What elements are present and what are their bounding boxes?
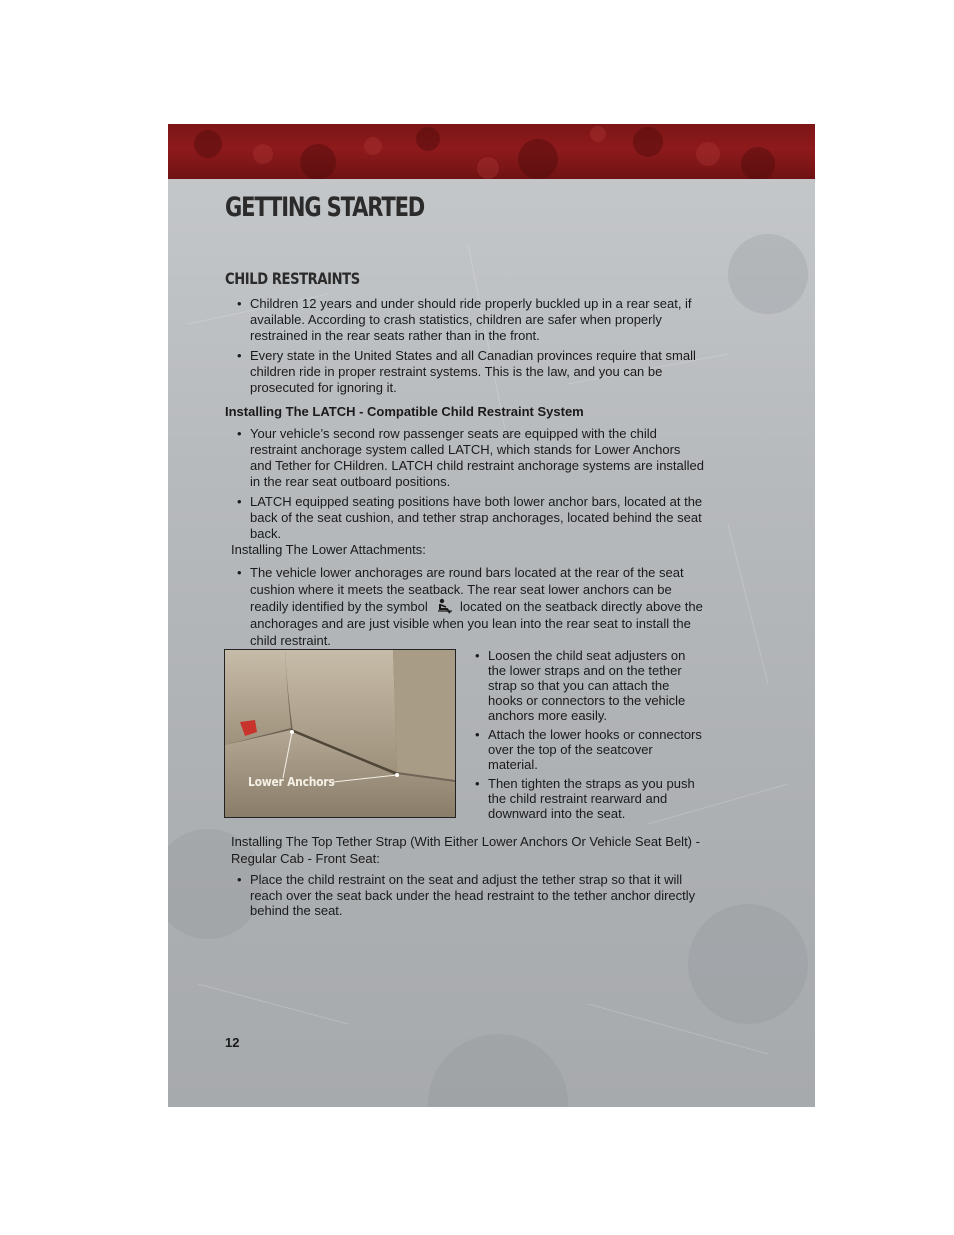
list-item: • Then tighten the straps as you push the child restraint rearward and downward into the seat.	[463, 776, 703, 821]
list-item: • LATCH equipped seating positions have both lower anchor bars, located at the back of the seat cushion, and tether strap anchorages, located behind the seat back.	[225, 494, 705, 542]
top-tether-bullet-list	[225, 872, 705, 919]
header-band	[168, 124, 815, 179]
list-item: • Your vehicle’s second row passenger seats are equipped with the child restraint anchorage system called LATCH, which stands for Lower Anchors and Tether for CHildren. LATCH child restraint anchorage systems are installed in the rear seat outboard positions.	[225, 426, 705, 490]
lower-bullet-text-end: located on the seatback directly above the anchorages and are just visible when you lean into the rear seat to install the child restraint.	[250, 599, 703, 648]
lower-bullet-list	[225, 564, 705, 649]
latch-heading: Installing The LATCH - Compatible Child Restraint System	[225, 404, 584, 419]
list-item	[225, 564, 705, 649]
header-band-texture	[168, 124, 815, 179]
manual-page	[168, 124, 815, 1107]
list-item: • Attach the lower hooks or connectors over the top of the seatcover material.	[463, 727, 703, 772]
top-tether-section	[225, 833, 705, 919]
top-tether-heading: Installing The Top Tether Strap (With Either Lower Anchors Or Vehicle Seat Belt) - Regular Cab - Front Seat:	[231, 834, 700, 866]
list-item: • Place the child restraint on the seat and adjust the tether strap so that it will reach over the seat back under the head restraint to the tether anchor directly behind the seat.	[225, 872, 705, 919]
attachment-steps-list	[463, 648, 703, 821]
attachment-steps	[463, 648, 703, 821]
list-item: • Children 12 years and under should ride properly buckled up in a rear seat, if available. According to crash statistics, children are safer when properly restrained in the rear seats rather than in the front.	[225, 296, 705, 344]
page-number: 12	[225, 1035, 240, 1050]
subsection-title: CHILD RESTRAINTS	[225, 269, 360, 288]
intro-section	[225, 296, 705, 396]
intro-bullet-list	[225, 296, 705, 396]
seat-illustration	[225, 650, 455, 817]
child-seat-anchor-icon	[436, 598, 454, 614]
list-item: • Loosen the child seat adjusters on the lower straps and on the tether strap so that you can attach the hooks or connectors to the vehicle anchors more easily.	[463, 648, 703, 723]
lower-attachments-heading: Installing The Lower Attachments:	[231, 542, 426, 557]
latch-bullet-list	[225, 426, 705, 542]
latch-section	[225, 404, 705, 542]
lower-bullet-text-start: The vehicle lower anchorages are round bars located at the rear of the seat cushion where it meets the seatback. The rear seat lower anchors can be readily identified by the symbol	[250, 565, 684, 614]
lower-attachments-section	[225, 542, 705, 649]
lower-anchors-photo	[224, 649, 456, 818]
photo-label: Lower Anchors	[248, 775, 335, 789]
list-item: • Every state in the United States and all Canadian provinces require that small children ride in proper restraint systems. This is the law, and you can be prosecuted for ignoring it.	[225, 348, 705, 396]
section-title: GETTING STARTED	[225, 192, 425, 223]
